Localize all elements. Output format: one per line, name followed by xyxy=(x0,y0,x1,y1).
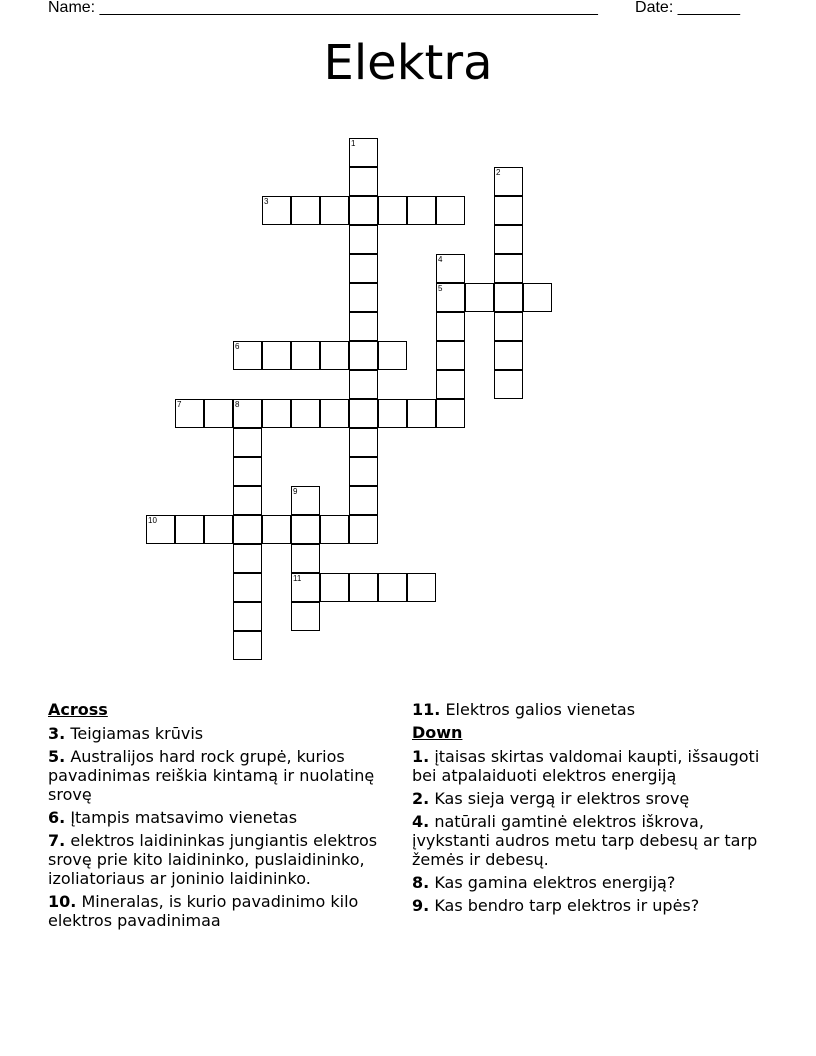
clue-text: Teigiamas krūvis xyxy=(70,724,204,743)
grid-cell[interactable] xyxy=(233,631,262,660)
clue-across-5 xyxy=(48,747,403,804)
grid-cell[interactable] xyxy=(320,573,349,602)
clue-number: 6. xyxy=(48,808,66,827)
grid-cell[interactable] xyxy=(349,254,378,283)
grid-cell[interactable] xyxy=(349,486,378,515)
grid-cell[interactable] xyxy=(494,283,523,312)
grid-cell[interactable] xyxy=(233,544,262,573)
grid-cell[interactable] xyxy=(204,515,233,544)
grid-cell[interactable] xyxy=(349,225,378,254)
grid-cell[interactable] xyxy=(436,312,465,341)
grid-cell[interactable] xyxy=(320,399,349,428)
across-heading: Across xyxy=(48,700,108,719)
grid-cell[interactable] xyxy=(291,486,320,515)
grid-cell[interactable] xyxy=(378,573,407,602)
grid-cell[interactable] xyxy=(291,196,320,225)
grid-cell[interactable] xyxy=(320,515,349,544)
clue-number: 5. xyxy=(48,747,66,766)
clue-text: Kas sieja vergą ir elektros srovę xyxy=(434,789,690,808)
clue-number: 10. xyxy=(48,892,77,911)
grid-cell[interactable] xyxy=(436,254,465,283)
cell-number: 4 xyxy=(438,255,443,264)
clue-number: 11. xyxy=(412,700,441,719)
cell-number: 10 xyxy=(148,516,157,525)
grid-cell[interactable] xyxy=(349,515,378,544)
grid-cell[interactable] xyxy=(436,399,465,428)
grid-cell[interactable] xyxy=(146,515,175,544)
cell-number: 8 xyxy=(235,400,240,409)
grid-cell[interactable] xyxy=(204,399,233,428)
clue-text: elektros laidininkas jungiantis elektros srovę prie kito laidininko, puslaidininko, izoliatoriaus ar joninio laidininko. xyxy=(48,831,378,888)
page-title: Elektra xyxy=(323,35,493,91)
grid-cell[interactable] xyxy=(494,225,523,254)
cell-number: 1 xyxy=(351,139,356,148)
cell-number: 11 xyxy=(293,574,302,583)
grid-cell[interactable] xyxy=(494,341,523,370)
grid-cell[interactable] xyxy=(494,312,523,341)
clue-down-8 xyxy=(412,873,767,892)
clue-number: 7. xyxy=(48,831,66,850)
clue-text: Mineralas, is kurio pavadinimo kilo elektros pavadinimaa xyxy=(48,892,359,930)
clue-down-4 xyxy=(412,812,767,869)
grid-cell[interactable] xyxy=(349,283,378,312)
grid-cell[interactable] xyxy=(291,544,320,573)
clue-across-10 xyxy=(48,892,403,930)
grid-cell[interactable] xyxy=(233,602,262,631)
name-field-label[interactable]: Name: ________________________________________________________ xyxy=(48,0,598,16)
grid-cell[interactable] xyxy=(378,341,407,370)
grid-cell[interactable] xyxy=(349,312,378,341)
grid-cell[interactable] xyxy=(349,167,378,196)
clue-number: 8. xyxy=(412,873,430,892)
grid-cell[interactable] xyxy=(465,283,494,312)
clue-number: 1. xyxy=(412,747,430,766)
worksheet-header xyxy=(48,0,740,18)
clue-down-2 xyxy=(412,789,767,808)
grid-cell[interactable] xyxy=(349,196,378,225)
grid-cell[interactable] xyxy=(494,196,523,225)
grid-cell[interactable] xyxy=(291,515,320,544)
grid-cell[interactable] xyxy=(349,138,378,167)
grid-cell[interactable] xyxy=(233,428,262,457)
clue-text: Elektros galios vienetas xyxy=(445,700,636,719)
grid-cell[interactable] xyxy=(233,573,262,602)
grid-cell[interactable] xyxy=(320,341,349,370)
clue-number: 2. xyxy=(412,789,430,808)
grid-cell[interactable] xyxy=(436,341,465,370)
grid-cell[interactable] xyxy=(262,196,291,225)
grid-cell[interactable] xyxy=(349,399,378,428)
clue-text: natūrali gamtinė elektros iškrova, įvykstanti audros metu tarp debesų ar tarp žemės ir debesų. xyxy=(412,812,758,869)
grid-cell[interactable] xyxy=(349,573,378,602)
grid-cell[interactable] xyxy=(291,602,320,631)
grid-cell[interactable] xyxy=(349,341,378,370)
grid-cell[interactable] xyxy=(494,254,523,283)
grid-cell[interactable] xyxy=(349,457,378,486)
grid-cell[interactable] xyxy=(175,399,204,428)
cell-number: 6 xyxy=(235,342,240,351)
grid-cell[interactable] xyxy=(407,196,436,225)
cell-number: 3 xyxy=(264,197,269,206)
cell-number: 7 xyxy=(177,400,182,409)
clue-text: Australijos hard rock grupė, kurios pavadinimas reiškia kintamą ir nuolatinę srovę xyxy=(48,747,375,804)
date-field-label[interactable]: Date: _______ xyxy=(635,0,740,16)
grid-cell[interactable] xyxy=(378,196,407,225)
grid-cell[interactable] xyxy=(436,370,465,399)
clue-across-6 xyxy=(48,808,403,827)
clue-text: įtaisas skirtas valdomai kaupti, išsaugoti bei atpalaiduoti elektros energiją xyxy=(412,747,760,785)
clue-down-1 xyxy=(412,747,767,785)
grid-cell[interactable] xyxy=(233,399,262,428)
grid-cell[interactable] xyxy=(407,399,436,428)
clue-across-7 xyxy=(48,831,403,888)
clue-down-9 xyxy=(412,896,767,915)
clue-across-3 xyxy=(48,724,403,743)
grid-cell[interactable] xyxy=(175,515,204,544)
grid-cell[interactable] xyxy=(349,428,378,457)
grid-cell[interactable] xyxy=(378,399,407,428)
grid-cell[interactable] xyxy=(291,341,320,370)
clue-text: Įtampis matsavimo vienetas xyxy=(70,808,298,827)
grid-cell[interactable] xyxy=(233,457,262,486)
cell-number: 2 xyxy=(496,168,501,177)
cell-number: 9 xyxy=(293,487,298,496)
clue-number: 4. xyxy=(412,812,430,831)
grid-cell[interactable] xyxy=(262,341,291,370)
grid-cell[interactable] xyxy=(262,399,291,428)
down-heading: Down xyxy=(412,723,463,742)
grid-cell[interactable] xyxy=(233,341,262,370)
clues-column-left xyxy=(48,700,403,934)
grid-cell[interactable] xyxy=(407,573,436,602)
grid-cell[interactable] xyxy=(494,167,523,196)
grid-cell[interactable] xyxy=(291,573,320,602)
grid-cell[interactable] xyxy=(349,370,378,399)
grid-cell[interactable] xyxy=(320,196,349,225)
grid-cell[interactable] xyxy=(262,515,291,544)
cell-number: 5 xyxy=(438,284,443,293)
clue-number: 3. xyxy=(48,724,66,743)
grid-cell[interactable] xyxy=(494,370,523,399)
grid-cell[interactable] xyxy=(436,196,465,225)
clue-text: Kas gamina elektros energiją? xyxy=(434,873,676,892)
grid-cell[interactable] xyxy=(523,283,552,312)
clue-across-11 xyxy=(412,700,767,719)
grid-cell[interactable] xyxy=(436,283,465,312)
grid-cell[interactable] xyxy=(233,515,262,544)
clues-column-right xyxy=(412,700,767,919)
clue-text: Kas bendro tarp elektros ir upės? xyxy=(434,896,700,915)
clue-number: 9. xyxy=(412,896,430,915)
grid-cell[interactable] xyxy=(291,399,320,428)
grid-cell[interactable] xyxy=(233,486,262,515)
